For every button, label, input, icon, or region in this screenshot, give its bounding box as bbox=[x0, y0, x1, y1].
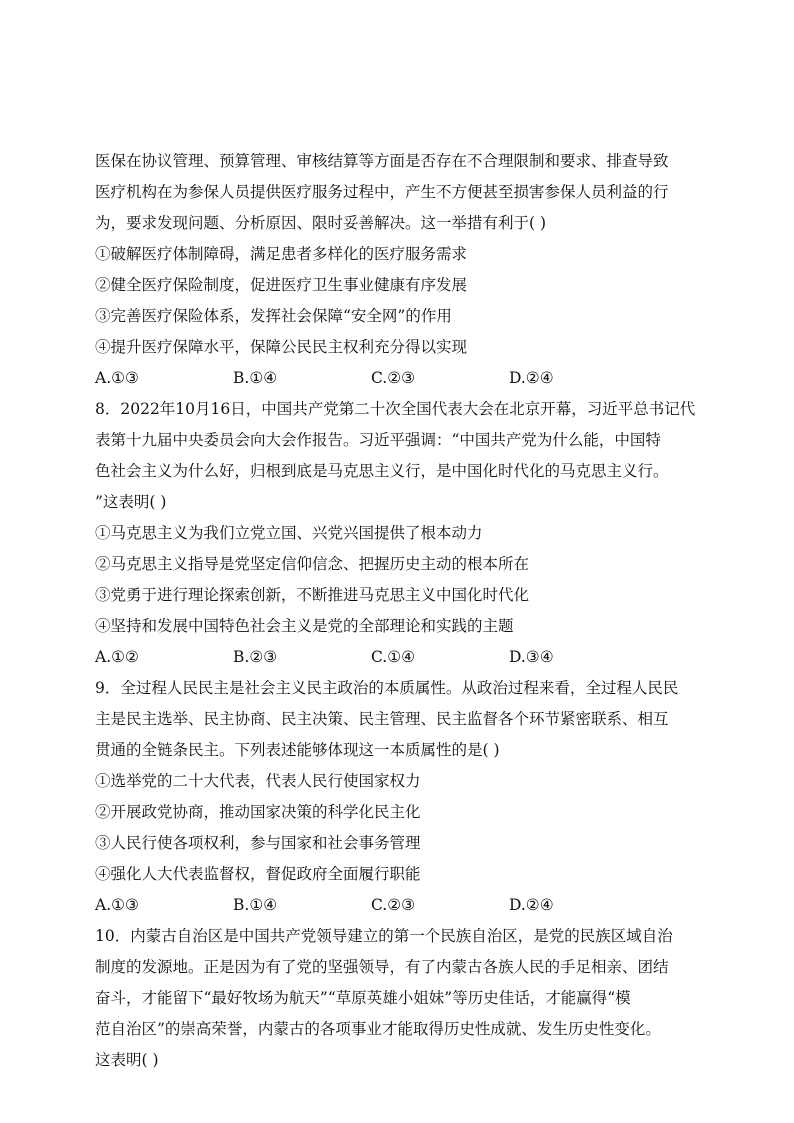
statement-1: ①破解医疗体制障碍，满足患者多样化的医疗服务需求 bbox=[95, 245, 468, 263]
option-a: A.①② bbox=[95, 648, 139, 666]
option-a: A.①③ bbox=[95, 369, 139, 387]
question-7 bbox=[95, 146, 705, 394]
option-b: B.①④ bbox=[233, 896, 278, 914]
question-stem-line: 表第十九届中央委员会向大会作报告。习近平强调：“中国共产党为什么能，中国特 bbox=[95, 431, 661, 449]
statement-1: ①选举党的二十大代表，代表人民行使国家权力 bbox=[95, 772, 421, 790]
statement-3: ③完善医疗保险体系，发挥社会保障“安全网”的作用 bbox=[95, 307, 452, 325]
question-10 bbox=[95, 921, 705, 1076]
answer-options bbox=[95, 890, 705, 921]
answer-options bbox=[95, 642, 705, 673]
page-content bbox=[95, 146, 705, 1076]
question-stem-line: 制度的发源地。正是因为有了党的坚强领导，有了内蒙古各族人民的手足相亲、团结 bbox=[95, 958, 669, 976]
option-b: B.②③ bbox=[233, 648, 278, 666]
question-stem-line: 10．内蒙古自治区是中国共产党领导建立的第一个民族自治区，是党的民族区域自治 bbox=[95, 927, 673, 945]
question-stem-line: 9．全过程人民民主是社会主义民主政治的本质属性。从政治过程来看，全过程人民民 bbox=[95, 679, 679, 697]
option-c: C.①④ bbox=[371, 648, 416, 666]
option-d: D.②④ bbox=[509, 369, 554, 387]
option-c: C.②③ bbox=[371, 369, 416, 387]
statement-4: ④坚持和发展中国特色社会主义是党的全部理论和实践的主题 bbox=[95, 617, 514, 635]
question-stem-line: ”这表明( ) bbox=[95, 493, 167, 511]
statement-1: ①马克思主义为我们立党立国、兴党兴国提供了根本动力 bbox=[95, 524, 483, 542]
question-8 bbox=[95, 394, 705, 673]
question-stem-line: 奋斗，才能留下“最好牧场为航天”“草原英雄小姐妹”等历史佳话，才能赢得“模 bbox=[95, 989, 631, 1007]
statement-4: ④提升医疗保障水平，保障公民民主权利充分得以实现 bbox=[95, 338, 468, 356]
question-stem-line: 贯通的全链条民主。下列表述能够体现这一本质属性的是( ) bbox=[95, 741, 500, 759]
option-b: B.①④ bbox=[233, 369, 278, 387]
question-stem-line: 为，要求发现问题、分析原因、限时妥善解决。这一举措有利于( ) bbox=[95, 214, 547, 232]
option-a: A.①③ bbox=[95, 896, 139, 914]
answer-options bbox=[95, 363, 705, 394]
question-stem-line: 色社会主义为什么好，归根到底是马克思主义行，是中国化时代化的马克思主义行。 bbox=[95, 462, 669, 480]
statement-3: ③人民行使各项权利，参与国家和社会事务管理 bbox=[95, 834, 421, 852]
option-d: D.②④ bbox=[509, 896, 554, 914]
statement-4: ④强化人大代表监督权，督促政府全面履行职能 bbox=[95, 865, 421, 883]
question-9 bbox=[95, 673, 705, 921]
option-d: D.③④ bbox=[509, 648, 554, 666]
question-stem-line: 主是民主选举、民主协商、民主决策、民主管理、民主监督各个环节紧密联系、相互 bbox=[95, 710, 669, 728]
statement-2: ②马克思主义指导是党坚定信仰信念、把握历史主动的根本所在 bbox=[95, 555, 530, 573]
question-stem-line: 8．2022年10月16日，中国共产党第二十次全国代表大会在北京开幕，习近平总书记代 bbox=[95, 400, 696, 418]
question-stem-line: 范自治区”的崇高荣誉，内蒙古的各项事业才能取得历史性成就、发生历史性变化。 bbox=[95, 1020, 661, 1038]
option-c: C.②③ bbox=[371, 896, 416, 914]
question-stem-line: 医保在协议管理、预算管理、审核结算等方面是否存在不合理限制和要求、排查导致 bbox=[95, 152, 669, 170]
statement-2: ②健全医疗保险制度，促进医疗卫生事业健康有序发展 bbox=[95, 276, 468, 294]
statement-3: ③党勇于进行理论探索创新，不断推进马克思主义中国化时代化 bbox=[95, 586, 530, 604]
question-stem-line: 医疗机构在为参保人员提供医疗服务过程中，产生不方便甚至损害参保人员利益的行 bbox=[95, 183, 669, 201]
statement-2: ②开展政党协商，推动国家决策的科学化民主化 bbox=[95, 803, 421, 821]
question-stem-line: 这表明( ) bbox=[95, 1051, 159, 1069]
